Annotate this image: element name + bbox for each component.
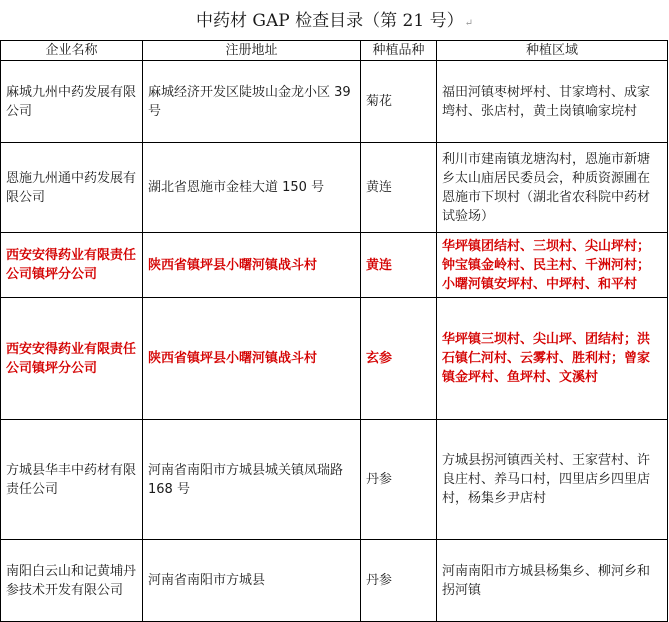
table-row: [1, 143, 668, 233]
company-name: 西安安得药业有限责任公司镇坪分公司: [1, 233, 143, 298]
plant-variety: 丹参: [361, 540, 437, 622]
plant-variety: 丹参: [361, 420, 437, 540]
header-area: 种植区域: [437, 41, 668, 61]
table-row: [1, 540, 668, 622]
plant-variety: 菊花: [361, 61, 437, 143]
registered-address: 麻城经济开发区陡坡山金龙小区 39 号: [143, 61, 361, 143]
plant-variety: 玄参: [361, 298, 437, 420]
registered-address: 陕西省镇坪县小曙河镇战斗村: [143, 298, 361, 420]
plant-area: 华坪镇三坝村、尖山坪、团结村；洪石镇仁河村、云雾村、胜利村；曾家镇金坪村、鱼坪村、文溪村: [437, 298, 668, 420]
company-name: 恩施九州通中药发展有限公司: [1, 143, 143, 233]
company-name: 麻城九州中药发展有限公司: [1, 61, 143, 143]
plant-area: 利川市建南镇龙塘沟村，恩施市新塘乡太山庙居民委员会，种质资源圃在恩施市下坝村（湖北省农科院中药材试验场）: [437, 143, 668, 233]
plant-area: 方城县拐河镇西关村、王家营村、许良庄村、养马口村，四里店乡四里店村，杨集乡尹店村: [437, 420, 668, 540]
plant-area: 福田河镇枣树坪村、甘家塆村、成家塆村、张店村，黄土岗镇喻家垸村: [437, 61, 668, 143]
header-variety: 种植品种: [361, 41, 437, 61]
registered-address: 河南省南阳市方城县城关镇凤瑞路 168 号: [143, 420, 361, 540]
document-title: 中药材 GAP 检查目录（第 21 号）↵: [196, 11, 473, 31]
registered-address: 陕西省镇坪县小曙河镇战斗村: [143, 233, 361, 298]
registered-address: 河南省南阳市方城县: [143, 540, 361, 622]
table-row-highlighted: [1, 233, 668, 298]
plant-variety: 黄连: [361, 143, 437, 233]
gap-inspection-table: [0, 40, 668, 622]
paragraph-mark-icon: ↵: [464, 18, 473, 29]
table-row: [1, 61, 668, 143]
plant-area: 华坪镇团结村、三坝村、尖山坪村；钟宝镇金岭村、民主村、千洲河村；小曙河镇安坪村、中坪村、和平村: [437, 233, 668, 298]
header-company: 企业名称: [1, 41, 143, 61]
registered-address: 湖北省恩施市金桂大道 150 号: [143, 143, 361, 233]
header-address: 注册地址: [143, 41, 361, 61]
table-row: [1, 420, 668, 540]
company-name: 方城县华丰中药材有限责任公司: [1, 420, 143, 540]
table-row-highlighted: [1, 298, 668, 420]
plant-area: 河南南阳市方城县杨集乡、柳河乡和拐河镇: [437, 540, 668, 622]
table-header-row: [1, 41, 668, 61]
plant-variety: 黄连: [361, 233, 437, 298]
company-name: 西安安得药业有限责任公司镇坪分公司: [1, 298, 143, 420]
company-name: 南阳白云山和记黄埔丹参技术开发有限公司: [1, 540, 143, 622]
